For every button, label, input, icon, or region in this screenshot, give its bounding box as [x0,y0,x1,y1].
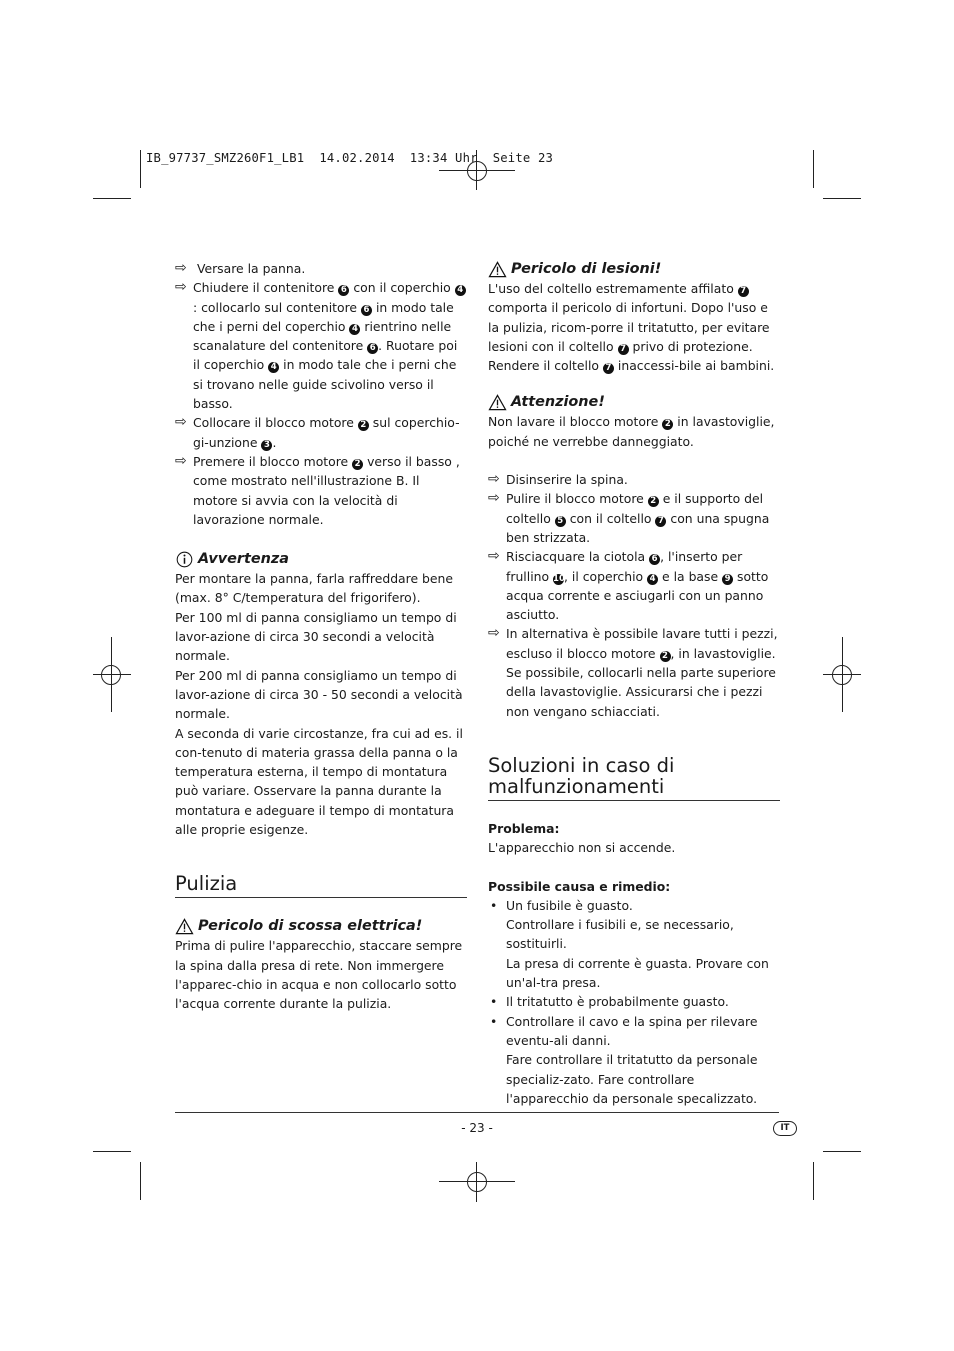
part-number-badge: 2 [662,419,673,430]
step-item: ⇨ Disinserire la spina. [488,471,628,488]
step-item: ⇨ Risciacquare la ciotola 6 , l'inserto per frullino 10, il coperchio 4 e la base 9 sotto acqua corrente e asciugarli con un panno asciutto. [488,548,769,623]
part-number-badge: 4 [268,362,279,373]
list-item: • Controllare il cavo e la spina per rilevare eventu-ali danni. Fare controllare il tritatutto da personale specializ-zato. Fare controllare l'apparecchio da personale specalizzato. [490,1013,758,1106]
part-number-badge: 7 [738,286,749,297]
part-number-badge: 7 [618,344,629,355]
arrow-right-icon: ⇨ [175,452,187,469]
step-item: ⇨ Chiudere il contenitore 6 con il coperchio 4: collocarlo sul contenitore 6 in modo tale che i perni del coperchio 4 rientrino nelle scanalature del contenitore 6 . Ruotare poi il coperchio 4 in modo tale che i perni che si trovano nelle guide scivolino verso il basso. [175,278,467,413]
step-item: ⇨ Pulire il blocco motore 2 e il supporto del coltello 5 con il coltello 7 con una spugna ben strizzata. [488,490,770,545]
bullet-icon: • [490,897,498,913]
arrow-right-icon: ⇨ [175,414,187,431]
step-item: ⇨ In alternativa è possibile lavare tutti i pezzi, escluso il blocco motore 2 , in lavastoviglie. Se possibile, collocarli nella parte superiore della lavastoviglie. Assicurarsi che i pezzi non vengano schiacciati. [488,625,778,719]
part-number-badge: 6 [361,305,372,316]
note-paragraph: A seconda di varie circostanze, fra cui ad es. il con-tenuto di materia grassa della panna o la temperatura esterna, il tempo di montatura può variare. Osservare la panna durante la montatura e adeguare il tempo di montatura alle proprie esigenze. [175,725,463,838]
part-number-badge: 9 [722,574,733,585]
part-number-badge: 10 [553,573,565,584]
arrow-right-icon: ⇨ [488,548,500,565]
note-paragraph: Per montare la panna, farla raffreddare bene (max. 8° C/temperatura del frigorifero). [175,571,453,606]
warning-text: Prima di pulire l'apparecchio, staccare sempre la spina dalla presa di rete. Non immergere l'apparec-chio in acqua e non collocarlo sotto l'acqua corrente durante la pulizia. [175,938,463,1012]
list-item: • Un fusibile è guasto. Controllare i fusibili e, se necessario, sostituirli. La presa di corrente è guasta. Provare con un'al-tra presa. [490,897,769,991]
cause-label: Possibile causa e rimedio: [488,878,671,894]
problem-label: Problema: [488,820,560,836]
list-item: • Il tritatutto è probabilmente guasto. [488,992,780,1011]
part-number-badge: 3 [261,440,272,451]
part-number-badge: 2 [648,496,659,507]
language-badge: IT [773,1121,797,1136]
problem-text: L'apparecchio non si accende. [488,840,676,856]
warning-heading: Pericolo di scossa elettrica! [175,916,467,936]
part-number-badge: 6 [367,343,378,354]
note-heading: Avvertenza [175,549,467,569]
step-item: ⇨ Versare la panna. [175,260,306,276]
warning-triangle-icon [175,918,194,935]
part-number-badge: 2 [358,420,369,431]
part-number-badge: 4 [349,324,360,335]
arrow-right-icon: ⇨ [488,625,500,642]
right-column [488,259,780,1108]
part-number-badge: 6 [338,285,349,296]
section-title-troubleshooting: Soluzioni in caso di malfunzionamenti [488,755,780,801]
bullet-icon: • [490,1013,498,1029]
note-paragraph: Per 100 ml di panna consigliamo un tempo di lavor-azione di circa 30 secondi a velocità normale. [175,609,457,664]
warning-text: Non lavare il blocco motore 2 in lavastoviglie, poiché ne verrebbe danneggiato. [488,414,775,449]
part-number-badge: 7 [655,516,666,527]
arrow-right-icon: ⇨ [488,490,500,507]
part-number-badge: 4 [455,285,466,296]
note-paragraph: Per 200 ml di panna consigliamo un tempo di lavor-azione di circa 30 - 50 secondi a velocità normale. [175,667,463,722]
part-number-badge: 5 [555,516,566,527]
warning-heading: Attenzione! [488,392,780,412]
arrow-right-icon: ⇨ [175,279,187,296]
part-number-badge: 6 [649,554,660,565]
part-number-badge: 7 [603,363,614,374]
footer-rule [175,1112,779,1113]
part-number-badge: 2 [660,651,671,662]
left-column [175,259,467,1014]
part-number-badge: 4 [647,574,658,585]
print-header: IB_97737_SMZ260F1_LB1 14.02.2014 13:34 Uhr Seite 23 [146,151,554,165]
warning-triangle-icon [488,394,507,411]
page-number: - 23 - [461,1121,493,1135]
info-icon [175,551,194,568]
bullet-icon: • [490,994,498,1010]
arrow-right-icon: ⇨ [488,471,500,488]
warning-triangle-icon [488,261,507,278]
part-number-badge: 2 [352,459,363,470]
arrow-right-icon: ⇨ [175,260,187,276]
step-item: ⇨ Premere il blocco motore 2 verso il basso , come mostrato nell'illustrazione B. Il motore si avvia con la velocità di lavorazione normale. [175,452,460,527]
step-item: ⇨ Collocare il blocco motore 2 sul coperchio-gi-unzione 3 . [175,414,460,450]
section-title-pulizia: Pulizia [175,873,467,898]
warning-text: L'uso del coltello estremamente affilato 7 comporta il pericolo di infortuni. Dopo l'uso e la pulizia, ricom-porre il tritatutto, per evitare lesioni con il coltello 7 privo di protezione. Rendere il coltello 7 inaccessi-bile ai bambini. [488,281,775,374]
warning-heading: Pericolo di lesioni! [488,259,780,279]
